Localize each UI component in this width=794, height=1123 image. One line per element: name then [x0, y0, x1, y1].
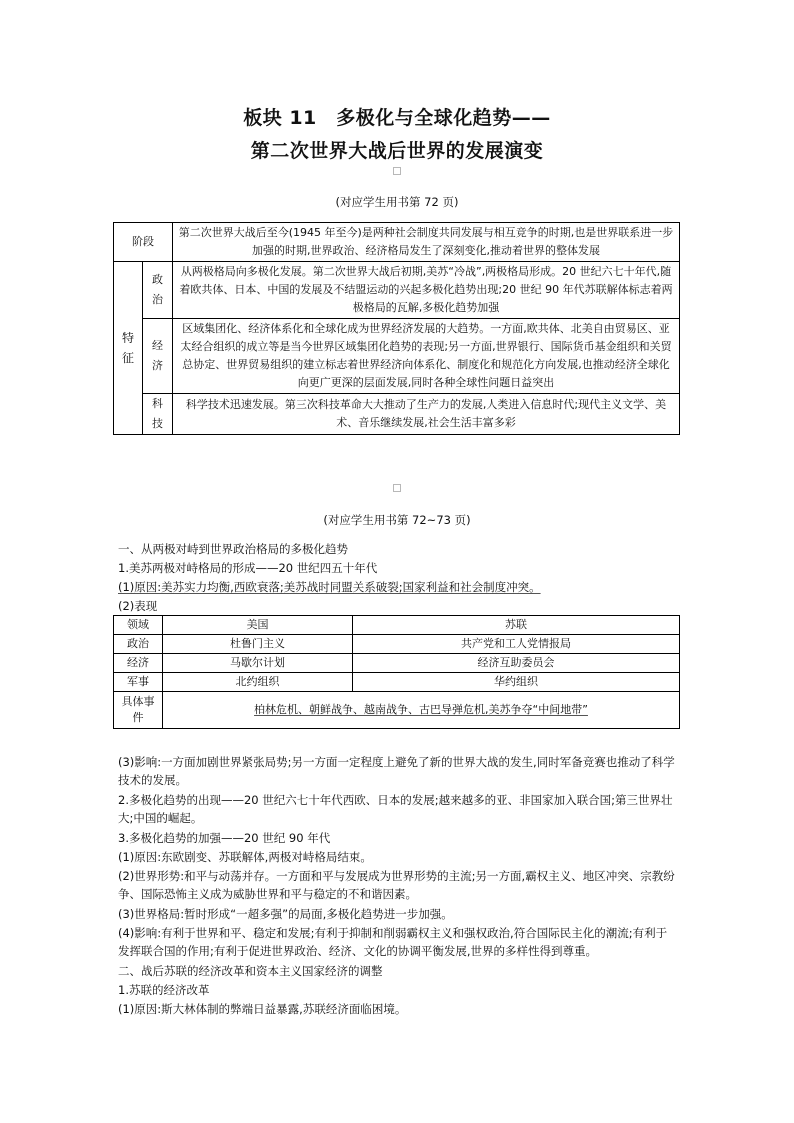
table-cell: 政治 — [114, 635, 163, 654]
event-label: 具体事件 — [114, 692, 163, 729]
page-title-line1: 板块 11 多极化与全球化趋势—— — [243, 107, 551, 129]
overview-table — [113, 222, 680, 435]
paragraph-multipolar-emerge: 2.多极化趋势的出现——20 世纪六七十年代西欧、日本的发展;越来越多的亚、非国家加入联合国;第三世界壮大;中国的崛起。 — [118, 793, 673, 825]
table-cell: 马歇尔计划 — [163, 654, 353, 673]
feature-politics-label: 政治 — [143, 262, 173, 319]
paragraph-impact: (3)影响:一方面加剧世界紧张局势;另一方面一定程度上避免了新的世界大战的发生,同时军备竞赛也推动了科学技术的发展。 — [118, 755, 675, 787]
paragraph-influence: (4)影响:有利于世界和平、稳定和发展;有利于抑制和削弱霸权主义和强权政治,符合国际民主化的潮流;有利于发挥联合国的作用;有利于促进世界政治、经济、文化的协调平衡发展,世界的多样性得到尊重。 — [118, 926, 668, 958]
table-cell: 经济 — [114, 654, 163, 673]
section1-item1: 1.美苏两极对峙格局的形成——20 世纪四五十年代 — [118, 561, 378, 575]
feature-tech-text: 科学技术迅速发展。第三次科技革命大大推动了生产力的发展,人类进入信息时代;现代主义文学、美术、音乐继续发展,社会生活丰富多彩 — [173, 394, 680, 435]
paragraph-reason: (1)原因:东欧剧变、苏联解体,两极对峙格局结束。 — [118, 850, 372, 864]
table-cell: 北约组织 — [163, 673, 353, 692]
page-title-line2: 第二次世界大战后世界的发展演变 — [250, 140, 544, 162]
table-row — [114, 394, 680, 435]
paragraph-multipolar-strengthen: 3.多极化趋势的加强——20 世纪 90 年代 — [118, 831, 331, 845]
table-cell: 共产党和工人党情报局 — [353, 635, 680, 654]
section2-heading: 二、战后苏联的经济改革和资本主义国家经济的调整 — [118, 964, 383, 978]
caption-page-ref-1: (对应学生用书第 72 页) — [335, 195, 459, 209]
table-cell: 杜鲁门主义 — [163, 635, 353, 654]
table-cell: 经济互助委员会 — [353, 654, 680, 673]
image-placeholder-icon — [393, 167, 401, 175]
section1-heading: 一、从两极对峙到世界政治格局的多极化趋势 — [118, 542, 348, 556]
event-text: 柏林危机、朝鲜战争、越南战争、古巴导弹危机,美苏争夺“中间地带” — [163, 692, 680, 729]
feature-label: 特征 — [114, 262, 143, 435]
table-row — [114, 692, 680, 729]
feature-politics-text: 从两极格局向多极化发展。第二次世界大战后初期,美苏“冷战”,两极格局形成。20 世纪六七十年代,随着欧共体、日本、中国的发展及不结盟运动的兴起多极化趋势出现;20 世纪 90 年代苏联解体标志着两极格局的瓦解,多极化趋势加强 — [173, 262, 680, 319]
table-row — [114, 223, 680, 262]
section2-item1-reason: (1)原因:斯大林体制的弊端日益暴露,苏联经济面临困境。 — [118, 1002, 407, 1016]
table-row — [114, 673, 680, 692]
bipolar-table — [113, 615, 680, 729]
feature-economy-label: 经济 — [143, 319, 173, 394]
table-header-ussr: 苏联 — [353, 616, 680, 635]
paragraph-world-situation: (2)世界形势:和平与动荡并存。一方面和平与发展成为世界形势的主流;另一方面,霸权主义、地区冲突、宗教纷争、国际恐怖主义成为威胁世界和平与稳定的不和谐因素。 — [118, 869, 675, 901]
caption-page-ref-2: (对应学生用书第 72~73 页) — [323, 513, 471, 527]
table-row — [114, 635, 680, 654]
table-cell: 华约组织 — [353, 673, 680, 692]
table-row — [114, 654, 680, 673]
feature-tech-label: 科技 — [143, 394, 173, 435]
section1-item1-reason: (1)原因:美苏实力均衡,西欧衰落;美苏战时同盟关系破裂;国家利益和社会制度冲突。 — [118, 580, 541, 594]
section2-item1: 1.苏联的经济改革 — [118, 983, 210, 997]
section1-item1-performance: (2)表现 — [118, 599, 158, 613]
feature-economy-text: 区域集团化、经济体系化和全球化成为世界经济发展的大趋势。一方面,欧共体、北美自由贸易区、亚太经合组织的成立等是当今世界区域集团化趋势的表现;另一方面,世界银行、国际货币基金组织和关贸总协定、世界贸易组织的建立标志着世界经济向体系化、制度化和规范化方向发展,也推动经济全球化向更广更深的层面发展,同时各种全球性问题日益突出 — [173, 319, 680, 394]
table-header-usa: 美国 — [163, 616, 353, 635]
table-cell: 军事 — [114, 673, 163, 692]
table-row — [114, 262, 680, 319]
image-placeholder-icon — [393, 484, 401, 492]
table-row — [114, 319, 680, 394]
stage-text: 第二次世界大战后至今(1945 年至今)是两种社会制度共同发展与相互竞争的时期,也是世界联系进一步加强的时期,世界政治、经济格局发生了深刻变化,推动着世界的整体发展 — [173, 223, 680, 262]
table-header-field: 领域 — [114, 616, 163, 635]
paragraph-world-pattern: (3)世界格局:暂时形成“一超多强”的局面,多极化趋势进一步加强。 — [118, 907, 453, 921]
table-row — [114, 616, 680, 635]
stage-label: 阶段 — [114, 223, 173, 262]
